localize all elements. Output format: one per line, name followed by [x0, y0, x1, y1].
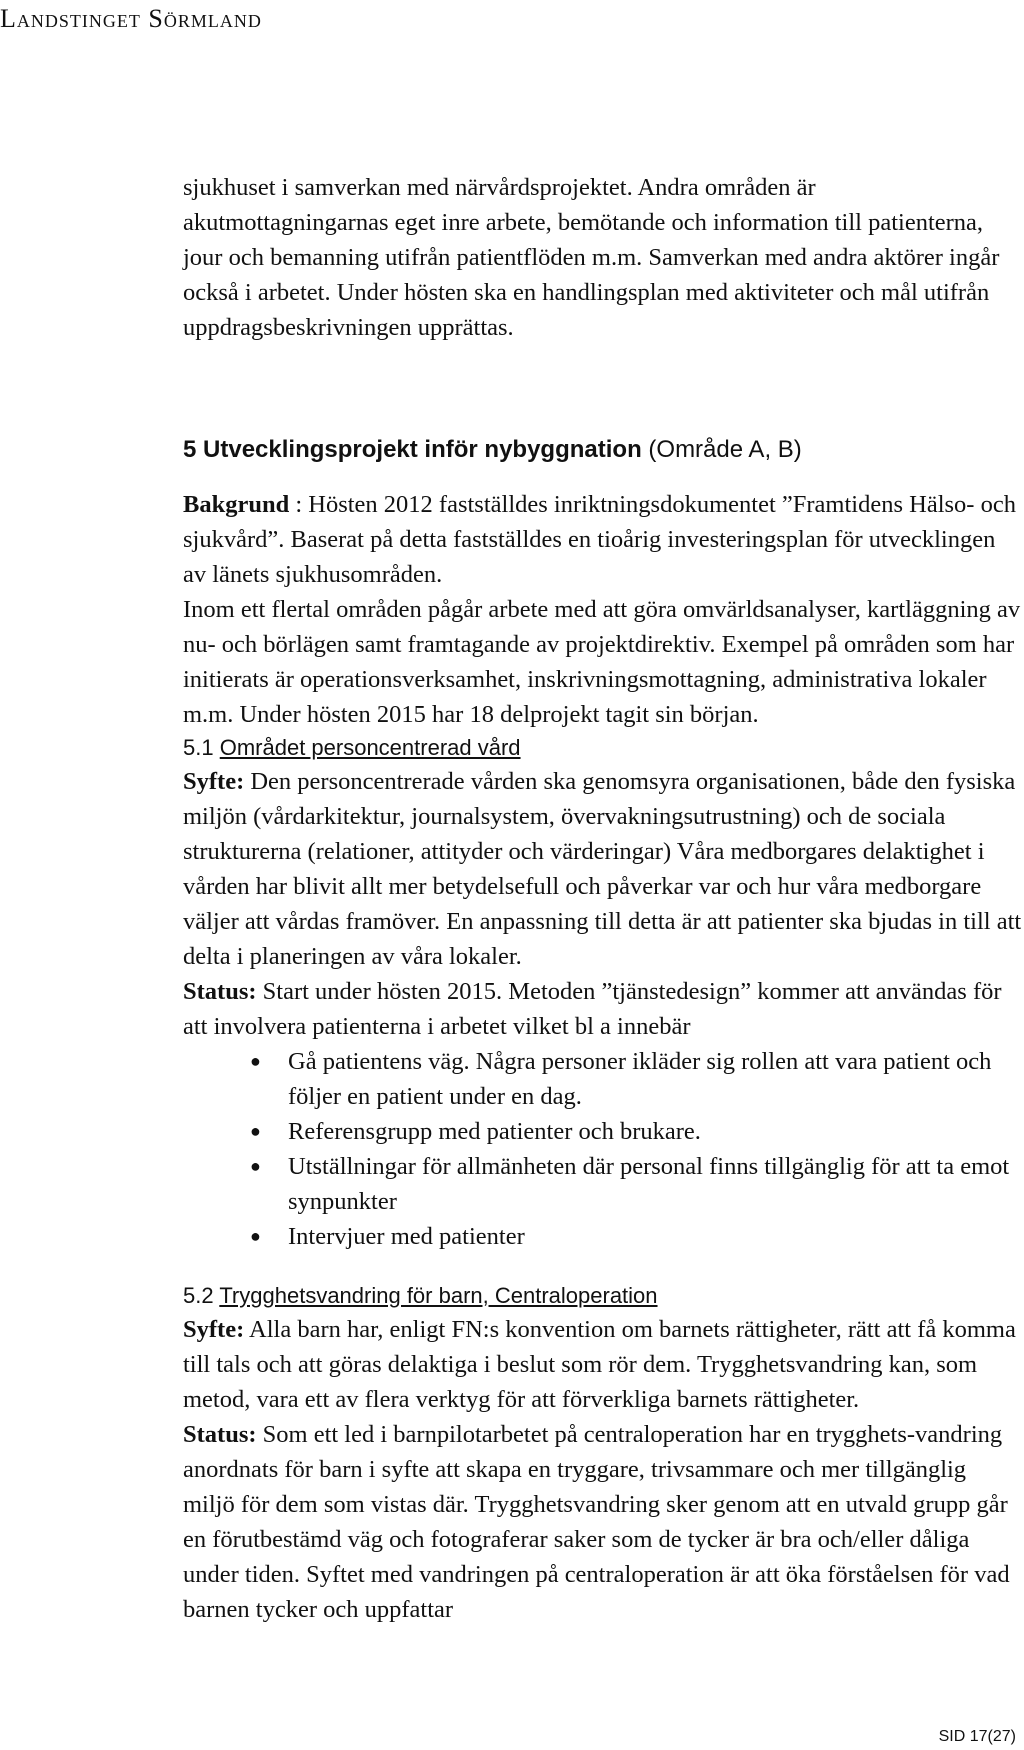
bakgrund-label: Bakgrund: [183, 491, 290, 518]
section-5-1-heading: [183, 732, 1023, 764]
syfte-text: Den personcentrerade vården ska genomsyra organisationen, både den fysiska miljön (vårdarkitektur, journalsystem, övervakningsutrustning) och de sociala strukturerna (relationer, attityder och värderingar) Våra medborgares delaktighet i vården har blivit allt mer betydelsefull och påverkar var och hur våra medborgare väljer att vårdas framöver. En anpassning till detta är att patienter ska bjudas in till att delta i planeringen av våra lokaler.: [183, 768, 1022, 970]
list-item: ● Intervjuer med patienter: [286, 1219, 1023, 1254]
bullet-icon: ●: [250, 1156, 261, 1176]
syfte-label: Syfte:: [183, 1316, 245, 1343]
section-5-bakgrund: [183, 487, 1023, 592]
list-item: ● Utställningar för allmänheten där personal finns tillgänglig för att ta emot synpunkter: [286, 1149, 1023, 1219]
list-item: ● Referensgrupp med patienter och brukare.: [286, 1114, 1023, 1149]
bullet-list: [183, 1044, 1023, 1254]
bullet-icon: ●: [250, 1051, 261, 1071]
section-5-2-status: [183, 1417, 1023, 1627]
section-5-heading: [183, 433, 1023, 467]
section-5-1-status: [183, 974, 1023, 1044]
syfte-label: Syfte:: [183, 768, 245, 795]
bullet-icon: ●: [250, 1121, 261, 1141]
page-number: SID 17(27): [938, 1728, 1016, 1745]
syfte-text: Alla barn har, enligt FN:s konvention om barnets rättigheter, rätt att få komma till tals och att göras delaktiga i beslut som rör dem. Trygghetsvandring kan, som metod, vara ett av flera verktyg för att förverkliga barnets rättigheter.: [183, 1316, 1016, 1413]
status-label: Status:: [183, 978, 257, 1005]
list-item: ● Gå patientens väg. Några personer ikläder sig rollen att vara patient och följer en patient under en dag.: [286, 1044, 1023, 1114]
section-5-2-syfte: [183, 1312, 1023, 1417]
section-5-2-heading: [183, 1280, 1023, 1312]
status-text: Start under hösten 2015. Metoden ”tjänstedesign” kommer att användas för att involvera patienterna i arbetet vilket bl a innebär: [183, 978, 1002, 1040]
section-5-1-number: 5.1: [183, 735, 214, 760]
section-5-1-title: Området personcentrerad vård: [219, 735, 521, 760]
section-5-2-number: 5.2: [183, 1283, 214, 1308]
bullet-icon: ●: [250, 1226, 261, 1246]
header-org-name: Landstinget Sörmland: [0, 4, 262, 33]
status-text: Som ett led i barnpilotarbetet på centraloperation har en trygghets-vandring anordnats för barn i syfte att skapa en tryggare, trivsammare och mer tillgänglig miljö för dem som vistas där. Trygghetsvandring sker genom att en utvald grupp går en förutbestämd väg och fotograferar saker som de tycker är bra och/eller dåliga under tiden. Syftet med vandringen på centraloperation är att öka förståelsen för vad barnen tycker och uppfattar: [183, 1421, 1010, 1623]
section-5-title: 5 Utvecklingsprojekt inför nybyggnation: [183, 436, 642, 463]
section-5-1-syfte: [183, 764, 1023, 974]
intro-paragraph: sjukhuset i samverkan med närvårdsprojektet. Andra områden är akutmottagningarnas eget inre arbete, bemötande och information till patienterna, jour och bemanning utifrån patientflöden m.m. Samverkan med andra aktörer ingår också i arbetet. Under hösten ska en handlingsplan med aktiviteter och mål utifrån uppdragsbeskrivningen upprättas.: [183, 174, 1000, 341]
status-label: Status:: [183, 1421, 257, 1448]
section-5-area: (Område A, B): [641, 436, 802, 463]
bakgrund-text: : Hösten 2012 fastställdes inriktningsdokumentet ”Framtidens Hälso- och sjukvård”. Baserat på detta fastställdes en tioårig investeringsplan för utvecklingen av länets sjukhusområden.: [183, 491, 1016, 588]
section-5-paragraph: Inom ett flertal områden pågår arbete med att göra omvärldsanalyser, kartläggning av nu- och börlägen samt framtagande av projektdirektiv. Exempel på områden som har initierats är operationsverksamhet, inskrivningsmottagning, administrativa lokaler m.m. Under hösten 2015 har 18 delprojekt tagit sin början.: [183, 596, 1021, 728]
section-5-2-title: Trygghetsvandring för barn, Centraloperation: [219, 1283, 658, 1308]
document-body: [183, 170, 1023, 1627]
